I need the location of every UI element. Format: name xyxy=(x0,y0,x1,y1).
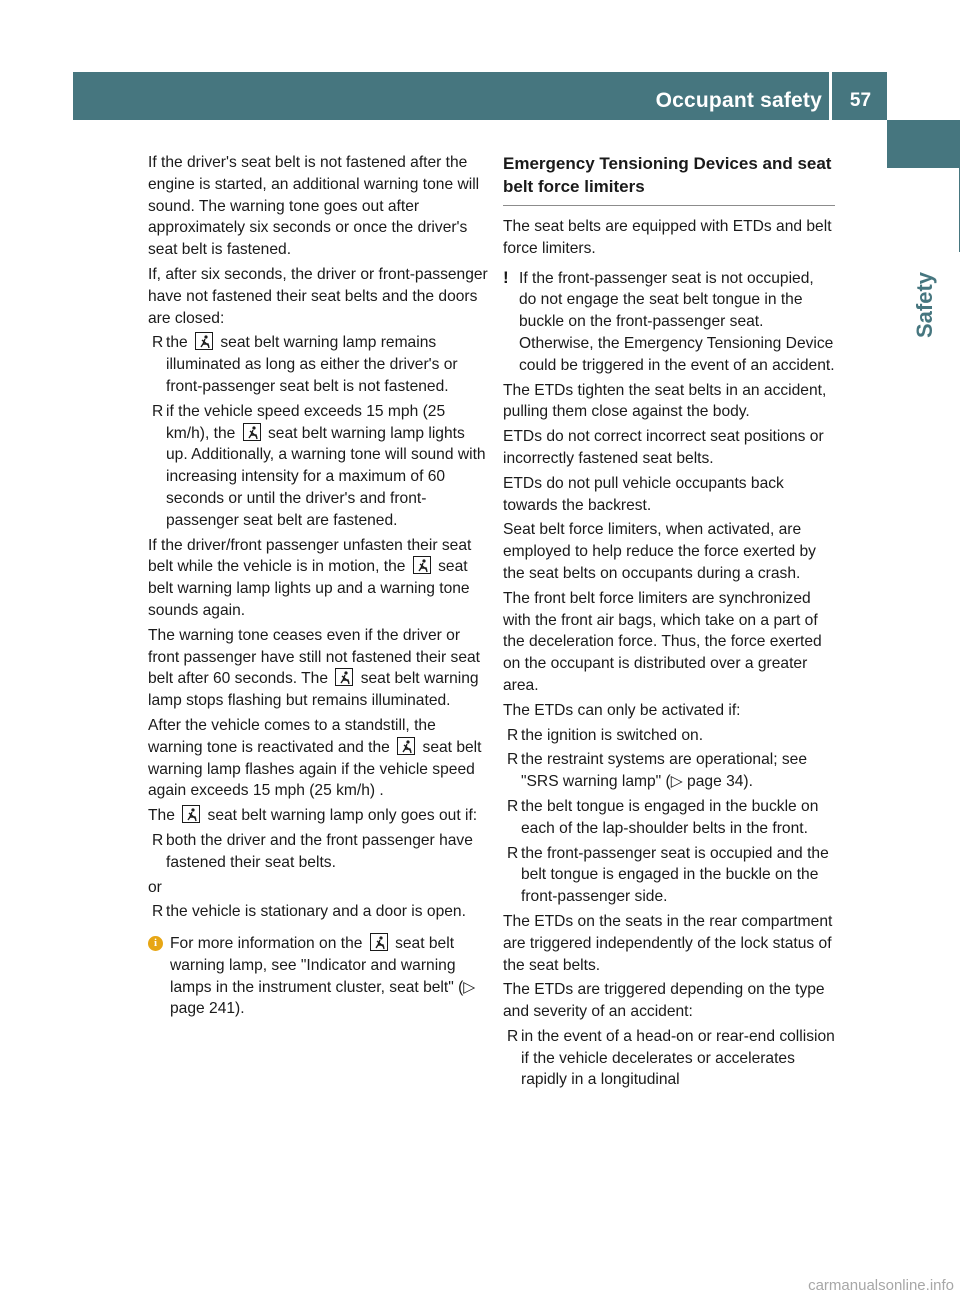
paragraph: If, after six seconds, the driver or front-passenger have not fastened their seat belts and the doors are closed: xyxy=(148,265,488,327)
bullet-marker: R xyxy=(507,726,519,744)
watermark-link[interactable]: carmanualsonline.info xyxy=(808,1277,954,1294)
paragraph: The seat belts are equipped with ETDs and belt force limiters. xyxy=(503,218,832,257)
bullet-text: the vehicle is stationary and a door is open. xyxy=(166,903,466,921)
left-column xyxy=(148,152,488,1023)
paragraph-text: If the driver/front passenger unfasten their seat belt while the vehicle is in motion, the xyxy=(148,536,472,576)
seatbelt-warning-icon xyxy=(243,423,261,441)
bullet-text: both the driver and the front passenger have fastened their seat belts. xyxy=(166,831,473,871)
warning-note xyxy=(503,268,835,377)
seatbelt-warning-icon xyxy=(182,805,200,823)
paragraph: The ETDs can only be activated if: xyxy=(503,701,741,719)
bullet-item xyxy=(503,796,835,840)
paragraph: Seat belt force limiters, when activated, are employed to help reduce the force exerted by the seat belts on occupants during a crash. xyxy=(503,521,816,582)
bullet-text: the ignition is switched on. xyxy=(521,726,704,744)
paragraph xyxy=(148,715,488,802)
section-tab-label: Safety xyxy=(912,271,937,339)
paragraph xyxy=(148,805,488,827)
bullet-text: if the vehicle speed exceeds 15 mph (25 km/h), the xyxy=(166,402,446,442)
seatbelt-warning-icon xyxy=(370,933,388,951)
bullet-marker: R xyxy=(507,1027,519,1045)
bullet-marker: R xyxy=(152,402,164,420)
bullet-marker: R xyxy=(152,334,164,352)
paragraph-text: seat belt warning lamp lights up and a warning tone sounds again. xyxy=(148,558,470,619)
bullet-text: seat belt warning lamp remains illuminated as long as either the driver's or front-passenger seat belt is not fastened. xyxy=(166,334,458,395)
bullet-text: the belt tongue is engaged in the buckle on each of the lap-shoulder belts in the front. xyxy=(521,797,819,837)
bullet-text: seat belt warning lamp lights up. Additionally, a warning tone will sound with increasing intensity for a maximum of 60 seconds or until the driver's and front-passenger seat belt are fastened. xyxy=(166,424,486,529)
page-number: 57 xyxy=(849,90,872,111)
bullet-text: the restraint systems are operational; see "SRS warning lamp" (▷ page 34). xyxy=(521,751,808,791)
info-note xyxy=(148,933,488,1020)
bullet-item xyxy=(503,725,835,747)
bullet-item xyxy=(503,749,835,793)
paragraph: The ETDs tighten the seat belts in an accident, pulling them close against the body. xyxy=(503,381,827,421)
paragraph: ETDs do not correct incorrect seat positions or incorrectly fastened seat belts. xyxy=(503,428,824,467)
bullet-item xyxy=(503,1026,835,1091)
paragraph-text: After the vehicle comes to a standstill, the warning tone is reactivated and the xyxy=(148,716,436,756)
paragraph: The ETDs on the seats in the rear compartment are triggered independently of the lock status of the seat belts. xyxy=(503,912,833,974)
paragraph-text: The xyxy=(148,807,180,825)
seatbelt-warning-icon xyxy=(397,737,415,755)
warning-icon: ! xyxy=(503,267,509,287)
bullet-marker: R xyxy=(507,751,519,769)
seatbelt-warning-icon xyxy=(195,332,213,350)
paragraph-text: seat belt warning lamp flashes again if the vehicle speed again exceeds 15 mph (25 km/h) . xyxy=(148,738,482,800)
bullet-item xyxy=(148,830,488,874)
paragraph-text: seat belt warning lamp only goes out if: xyxy=(203,807,478,825)
paragraph xyxy=(148,625,488,712)
bullet-marker: R xyxy=(152,903,164,921)
paragraph: The front belt force limiters are synchronized with the front air bags, which take on a part of the deceleration force. Thus, the force exerted on the occupant is distributed over a greater area. xyxy=(503,589,822,694)
bullet-marker: R xyxy=(507,844,519,862)
bullet-item xyxy=(148,332,488,397)
paragraph: or xyxy=(148,878,162,896)
seatbelt-warning-icon xyxy=(413,556,431,574)
paragraph: If the driver's seat belt is not fastened after the engine is started, an additional warning tone will sound. The warning tone goes out after approximately six seconds or once the driver's seat belt is fastened. xyxy=(148,154,480,259)
bullet-marker: R xyxy=(507,797,519,815)
note-text: For more information on the xyxy=(170,935,367,953)
paragraph-text: seat belt warning lamp stops flashing but remains illuminated. xyxy=(148,670,479,710)
right-column xyxy=(503,152,835,1094)
info-icon: i xyxy=(148,936,163,951)
bullet-text: the front-passenger seat is occupied and the belt tongue is engaged in the buckle on the front-passenger side. xyxy=(521,844,829,906)
bullet-item xyxy=(148,401,488,532)
header-divider xyxy=(829,72,832,120)
page-header-title: Occupant safety xyxy=(655,89,822,112)
paragraph-text: The warning tone ceases even if the driver or front passenger have still not fastened their seat belt after 60 seconds. The xyxy=(148,626,480,688)
bullet-text: in the event of a head-on or rear-end collision if the vehicle decelerates or accelerates rapidly in a longitudinal xyxy=(521,1027,835,1089)
paragraph xyxy=(148,535,488,622)
note-text: If the front-passenger seat is not occupied, do not engage the seat belt tongue in the buckle on the front-passenger seat. Otherwise, the Emergency Tensioning Device could be triggered in the event of an accident. xyxy=(519,269,835,374)
note-text: seat belt warning lamp, see "Indicator and warning lamps in the instrument cluster, seat belt" (▷ page 241). xyxy=(170,935,476,1018)
seatbelt-warning-icon xyxy=(335,668,353,686)
bullet-marker: R xyxy=(152,831,164,849)
section-heading: Emergency Tensioning Devices and seat belt force limiters xyxy=(503,152,835,206)
bullet-text: the xyxy=(166,334,193,352)
paragraph: ETDs do not pull vehicle occupants back towards the backrest. xyxy=(503,474,784,514)
paragraph: The ETDs are triggered depending on the type and severity of an accident: xyxy=(503,981,825,1021)
bullet-item xyxy=(148,901,488,923)
bullet-item xyxy=(503,843,835,908)
